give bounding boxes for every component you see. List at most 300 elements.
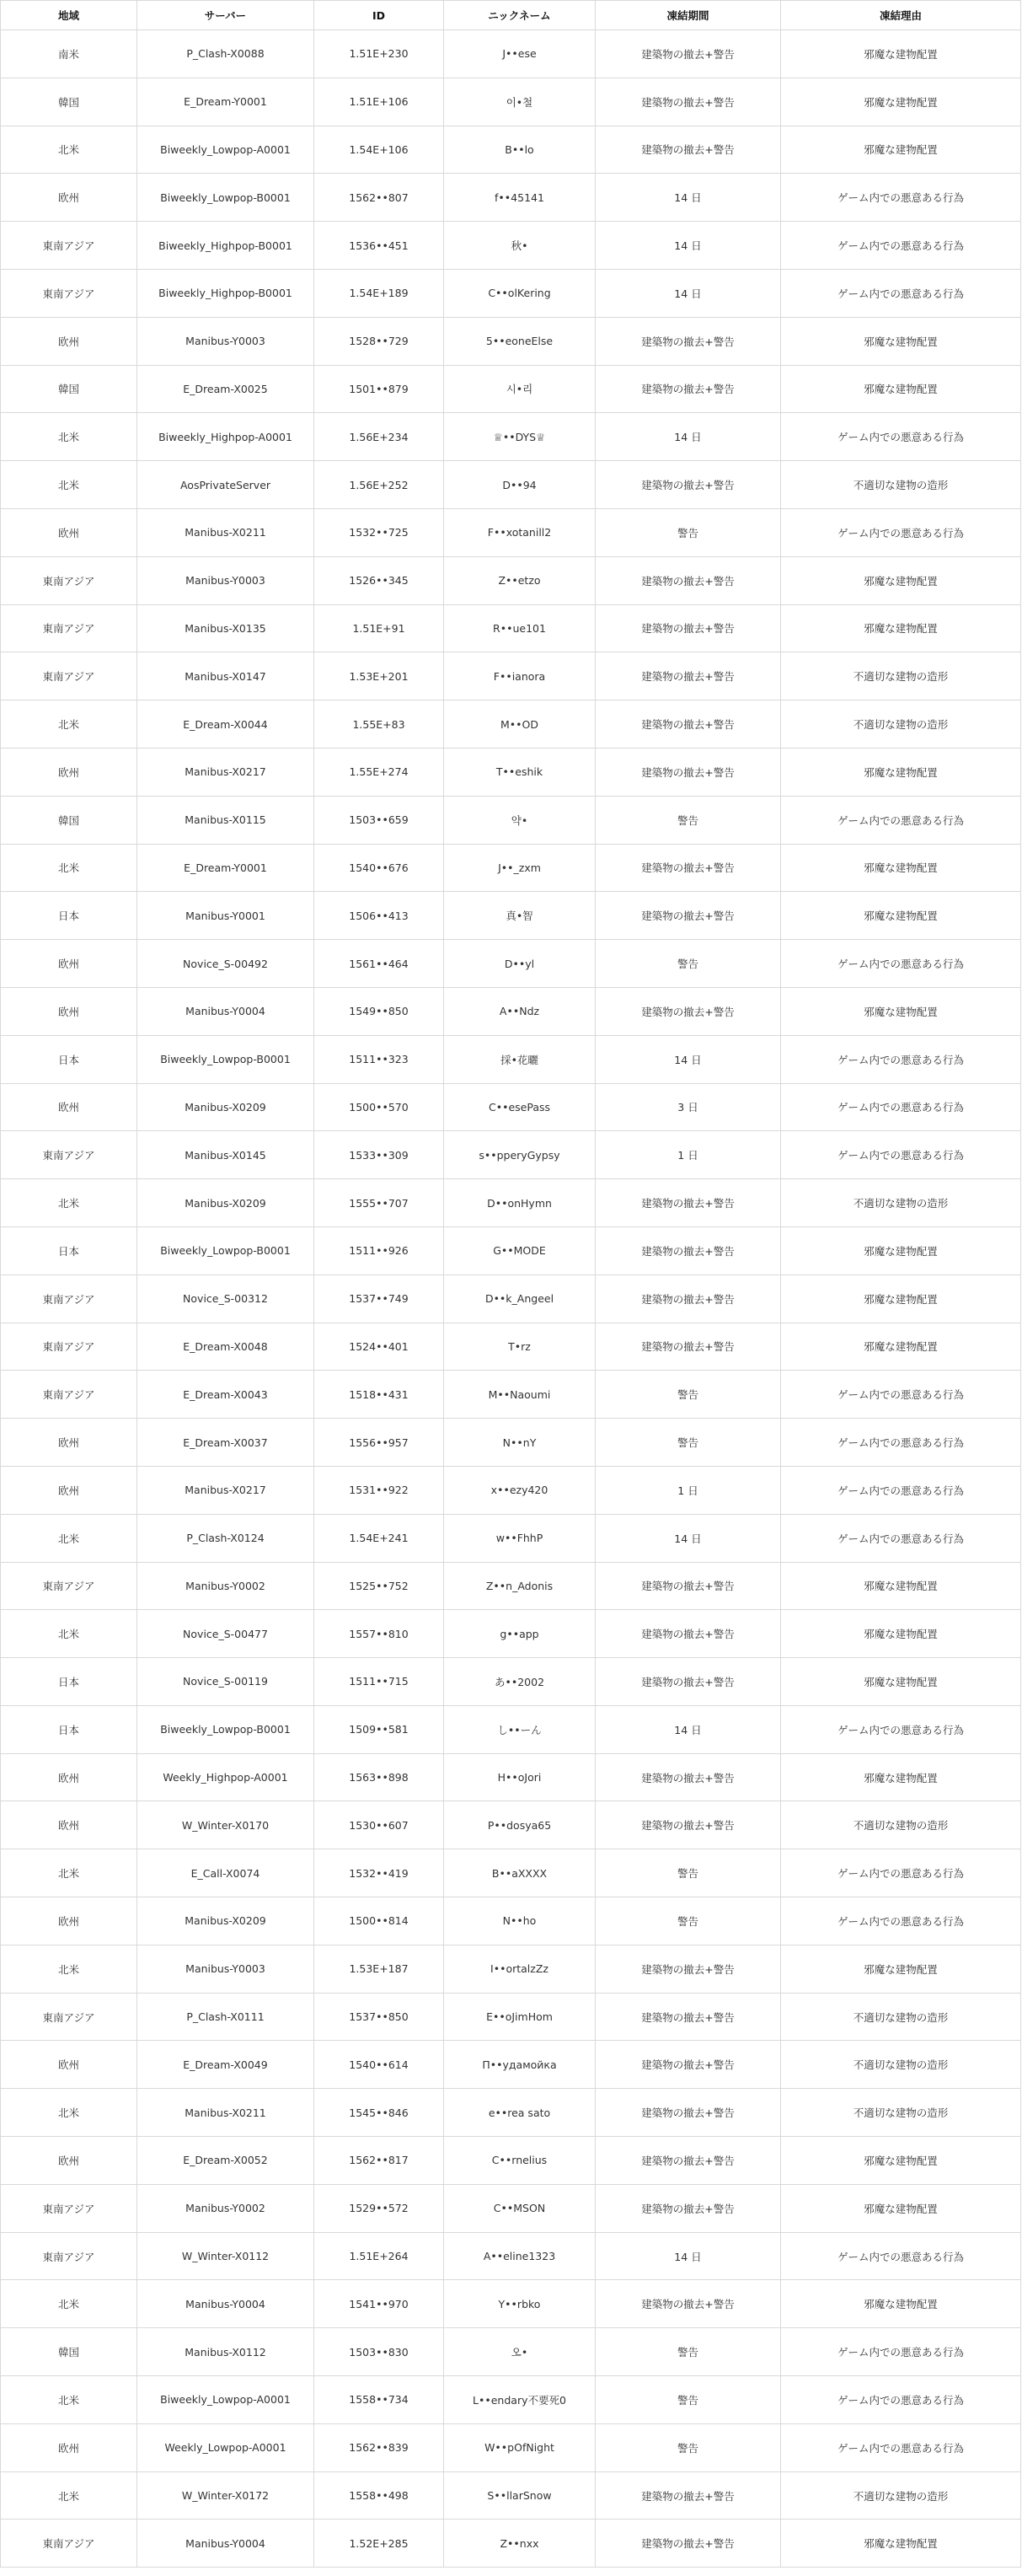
cell-server: Manibus-Y0004 (137, 2280, 314, 2328)
cell-server: P_Clash-X0111 (137, 1993, 314, 2041)
cell-nickname: 이•철 (444, 78, 596, 126)
cell-ban-reason: ゲーム内での悪意ある行為 (781, 2423, 1021, 2471)
cell-server: P_Clash-X0124 (137, 1514, 314, 1562)
column-header-ban-period: 凍結期間 (596, 1, 781, 30)
cell-region: 韓国 (1, 365, 137, 413)
cell-ban-period: 建築物の撤去+警告 (596, 78, 781, 126)
table-row (1, 461, 1021, 509)
cell-id: 1506••413 (314, 892, 444, 940)
cell-id: 1558••498 (314, 2471, 444, 2520)
cell-region: 北米 (1, 461, 137, 509)
cell-ban-reason: 邪魔な建物配置 (781, 2137, 1021, 2185)
cell-ban-period: 14 日 (596, 269, 781, 317)
cell-ban-reason: 邪魔な建物配置 (781, 1753, 1021, 1801)
cell-id: 1540••614 (314, 2041, 444, 2089)
table-row (1, 1226, 1021, 1275)
cell-region: 東南アジア (1, 222, 137, 270)
table-row (1, 2137, 1021, 2185)
cell-server: W_Winter-X0112 (137, 2232, 314, 2280)
cell-id: 1.54E+106 (314, 126, 444, 174)
cell-ban-period: 14 日 (596, 222, 781, 270)
cell-nickname: N••ho (444, 1897, 596, 1945)
cell-nickname: J••ese (444, 30, 596, 78)
cell-ban-reason: 邪魔な建物配置 (781, 2520, 1021, 2568)
cell-id: 1555••707 (314, 1179, 444, 1227)
cell-nickname: 真•智 (444, 892, 596, 940)
cell-ban-period: 建築物の撤去+警告 (596, 2184, 781, 2232)
table-row (1, 317, 1021, 365)
cell-region: 韓国 (1, 796, 137, 844)
cell-ban-reason: 邪魔な建物配置 (781, 892, 1021, 940)
cell-nickname: S••llarSnow (444, 2471, 596, 2520)
cell-id: 1529••572 (314, 2184, 444, 2232)
cell-nickname: 시•리 (444, 365, 596, 413)
cell-ban-reason: 邪魔な建物配置 (781, 1323, 1021, 1371)
cell-id: 1.51E+91 (314, 604, 444, 652)
cell-ban-period: 警告 (596, 1849, 781, 1897)
cell-server: Biweekly_Lowpop-B0001 (137, 1035, 314, 1083)
cell-server: Manibus-X0145 (137, 1131, 314, 1179)
cell-region: 北米 (1, 844, 137, 892)
column-header-server: サーバー (137, 1, 314, 30)
column-header-id: ID (314, 1, 444, 30)
column-header-ban-reason: 凍結理由 (781, 1, 1021, 30)
cell-id: 1541••970 (314, 2280, 444, 2328)
cell-ban-period: 14 日 (596, 174, 781, 222)
cell-ban-reason: ゲーム内での悪意ある行為 (781, 269, 1021, 317)
cell-region: 東南アジア (1, 1323, 137, 1371)
cell-region: 東南アジア (1, 1562, 137, 1610)
cell-id: 1531••922 (314, 1466, 444, 1514)
cell-server: Manibus-X0147 (137, 652, 314, 700)
cell-nickname: Z••nxx (444, 2520, 596, 2568)
cell-ban-reason: 不適切な建物の造形 (781, 652, 1021, 700)
cell-ban-reason: 不適切な建物の造形 (781, 1801, 1021, 1849)
cell-nickname: B••aXXXX (444, 1849, 596, 1897)
table-row (1, 556, 1021, 604)
cell-ban-reason: ゲーム内での悪意ある行為 (781, 413, 1021, 461)
cell-id: 1528••729 (314, 317, 444, 365)
cell-nickname: A••Ndz (444, 987, 596, 1035)
cell-ban-reason: ゲーム内での悪意ある行為 (781, 2232, 1021, 2280)
cell-ban-period: 建築物の撤去+警告 (596, 1753, 781, 1801)
table-row (1, 604, 1021, 652)
cell-region: 欧州 (1, 1419, 137, 1467)
cell-server: Manibus-Y0004 (137, 987, 314, 1035)
table-row (1, 126, 1021, 174)
cell-id: 1557••810 (314, 1610, 444, 1658)
cell-server: E_Dream-Y0001 (137, 78, 314, 126)
cell-server: Manibus-Y0004 (137, 2520, 314, 2568)
cell-ban-reason: 邪魔な建物配置 (781, 2184, 1021, 2232)
cell-ban-reason: ゲーム内での悪意ある行為 (781, 1514, 1021, 1562)
cell-nickname: g••app (444, 1610, 596, 1658)
cell-region: 日本 (1, 1226, 137, 1275)
cell-ban-period: 建築物の撤去+警告 (596, 2041, 781, 2089)
cell-ban-reason: 不適切な建物の造形 (781, 461, 1021, 509)
cell-ban-period: 14 日 (596, 1035, 781, 1083)
cell-nickname: W••pOfNight (444, 2423, 596, 2471)
cell-id: 1532••419 (314, 1849, 444, 1897)
cell-id: 1501••879 (314, 365, 444, 413)
cell-ban-reason: 邪魔な建物配置 (781, 604, 1021, 652)
cell-ban-period: 警告 (596, 796, 781, 844)
cell-nickname: P••dosya65 (444, 1801, 596, 1849)
cell-server: E_Dream-X0043 (137, 1371, 314, 1419)
cell-id: 1562••839 (314, 2423, 444, 2471)
cell-id: 1.56E+234 (314, 413, 444, 461)
cell-ban-period: 1 日 (596, 1131, 781, 1179)
cell-nickname: C••esePass (444, 1083, 596, 1131)
cell-id: 1.51E+264 (314, 2232, 444, 2280)
cell-ban-reason: 邪魔な建物配置 (781, 78, 1021, 126)
cell-ban-reason: 邪魔な建物配置 (781, 987, 1021, 1035)
cell-nickname: ♕••DYS♕ (444, 413, 596, 461)
cell-id: 1558••734 (314, 2376, 444, 2424)
cell-ban-reason: ゲーム内での悪意ある行為 (781, 796, 1021, 844)
cell-id: 1511••926 (314, 1226, 444, 1275)
cell-region: 日本 (1, 1035, 137, 1083)
cell-nickname: C••rnelius (444, 2137, 596, 2185)
table-row (1, 1083, 1021, 1131)
cell-ban-reason: 不適切な建物の造形 (781, 700, 1021, 749)
cell-ban-period: 建築物の撤去+警告 (596, 1993, 781, 2041)
table-row (1, 1945, 1021, 1993)
table-row (1, 1562, 1021, 1610)
cell-nickname: D••onHymn (444, 1179, 596, 1227)
cell-server: Manibus-X0135 (137, 604, 314, 652)
cell-ban-reason: ゲーム内での悪意ある行為 (781, 1371, 1021, 1419)
cell-server: E_Dream-X0048 (137, 1323, 314, 1371)
cell-ban-period: 建築物の撤去+警告 (596, 892, 781, 940)
cell-id: 1533••309 (314, 1131, 444, 1179)
cell-ban-period: 建築物の撤去+警告 (596, 748, 781, 796)
cell-ban-period: 建築物の撤去+警告 (596, 1945, 781, 1993)
cell-ban-period: 14 日 (596, 1514, 781, 1562)
cell-ban-period: 建築物の撤去+警告 (596, 365, 781, 413)
cell-ban-period: 14 日 (596, 1705, 781, 1753)
cell-region: 南米 (1, 30, 137, 78)
cell-server: Manibus-X0112 (137, 2328, 314, 2376)
cell-id: 1500••814 (314, 1897, 444, 1945)
cell-region: 欧州 (1, 987, 137, 1035)
cell-server: Manibus-X0211 (137, 508, 314, 556)
cell-server: Biweekly_Highpop-B0001 (137, 222, 314, 270)
cell-ban-period: 警告 (596, 2376, 781, 2424)
cell-ban-period: 3 日 (596, 1083, 781, 1131)
cell-server: Biweekly_Lowpop-B0001 (137, 1226, 314, 1275)
cell-ban-reason: 邪魔な建物配置 (781, 1945, 1021, 1993)
table-row (1, 365, 1021, 413)
cell-ban-reason: ゲーム内での悪意ある行為 (781, 1083, 1021, 1131)
cell-nickname: G••MODE (444, 1226, 596, 1275)
cell-region: 欧州 (1, 940, 137, 988)
cell-server: E_Dream-Y0001 (137, 844, 314, 892)
table-row (1, 987, 1021, 1035)
cell-server: Manibus-Y0001 (137, 892, 314, 940)
table-row (1, 2423, 1021, 2471)
table-row (1, 796, 1021, 844)
cell-server: E_Dream-X0037 (137, 1419, 314, 1467)
cell-id: 1545••846 (314, 2089, 444, 2137)
cell-nickname: x••ezy420 (444, 1466, 596, 1514)
cell-ban-reason: 不適切な建物の造形 (781, 2471, 1021, 2520)
cell-region: 欧州 (1, 317, 137, 365)
cell-ban-period: 建築物の撤去+警告 (596, 2520, 781, 2568)
cell-id: 1.54E+189 (314, 269, 444, 317)
cell-server: Manibus-Y0002 (137, 2184, 314, 2232)
cell-id: 1536••451 (314, 222, 444, 270)
table-row (1, 222, 1021, 270)
cell-server: Manibus-X0209 (137, 1083, 314, 1131)
table-row (1, 1466, 1021, 1514)
cell-nickname: し••ーん (444, 1705, 596, 1753)
cell-id: 1.51E+230 (314, 30, 444, 78)
cell-ban-period: 建築物の撤去+警告 (596, 1226, 781, 1275)
cell-region: 日本 (1, 1658, 137, 1706)
cell-region: 北米 (1, 1610, 137, 1658)
cell-id: 1556••957 (314, 1419, 444, 1467)
cell-ban-period: 建築物の撤去+警告 (596, 700, 781, 749)
cell-ban-period: 警告 (596, 508, 781, 556)
cell-server: Biweekly_Lowpop-A0001 (137, 126, 314, 174)
cell-id: 1503••830 (314, 2328, 444, 2376)
table-row (1, 269, 1021, 317)
cell-id: 1509••581 (314, 1705, 444, 1753)
cell-ban-reason: 邪魔な建物配置 (781, 30, 1021, 78)
cell-nickname: H••oJori (444, 1753, 596, 1801)
cell-region: 欧州 (1, 1753, 137, 1801)
cell-nickname: e••rea sato (444, 2089, 596, 2137)
cell-id: 1562••817 (314, 2137, 444, 2185)
cell-region: 韓国 (1, 78, 137, 126)
cell-ban-period: 建築物の撤去+警告 (596, 126, 781, 174)
cell-region: 欧州 (1, 1897, 137, 1945)
cell-region: 東南アジア (1, 2520, 137, 2568)
cell-id: 1500••570 (314, 1083, 444, 1131)
cell-server: Novice_S-00312 (137, 1275, 314, 1323)
table-row (1, 1371, 1021, 1419)
cell-region: 日本 (1, 892, 137, 940)
cell-ban-reason: ゲーム内での悪意ある行為 (781, 1419, 1021, 1467)
table-row (1, 508, 1021, 556)
cell-ban-reason: 邪魔な建物配置 (781, 1275, 1021, 1323)
table-row (1, 1131, 1021, 1179)
cell-server: AosPrivateServer (137, 461, 314, 509)
cell-ban-reason: ゲーム内での悪意ある行為 (781, 1705, 1021, 1753)
cell-ban-period: 警告 (596, 2423, 781, 2471)
cell-id: 1.55E+274 (314, 748, 444, 796)
cell-id: 1526••345 (314, 556, 444, 604)
table-row (1, 2089, 1021, 2137)
table-row (1, 1897, 1021, 1945)
cell-id: 1537••749 (314, 1275, 444, 1323)
cell-id: 1540••676 (314, 844, 444, 892)
table-row (1, 748, 1021, 796)
cell-ban-reason: 邪魔な建物配置 (781, 126, 1021, 174)
table-row (1, 652, 1021, 700)
cell-nickname: 秋• (444, 222, 596, 270)
cell-nickname: f••45141 (444, 174, 596, 222)
cell-server: E_Call-X0074 (137, 1849, 314, 1897)
cell-server: Novice_S-00477 (137, 1610, 314, 1658)
cell-nickname: Z••n_Adonis (444, 1562, 596, 1610)
cell-region: 北米 (1, 1514, 137, 1562)
cell-ban-period: 建築物の撤去+警告 (596, 2280, 781, 2328)
table-row (1, 1323, 1021, 1371)
cell-ban-period: 警告 (596, 1897, 781, 1945)
cell-region: 欧州 (1, 1083, 137, 1131)
table-row (1, 174, 1021, 222)
table-row (1, 1035, 1021, 1083)
cell-region: 欧州 (1, 2137, 137, 2185)
cell-server: Manibus-X0115 (137, 796, 314, 844)
cell-server: Biweekly_Highpop-B0001 (137, 269, 314, 317)
table-row (1, 30, 1021, 78)
cell-ban-reason: ゲーム内での悪意ある行為 (781, 508, 1021, 556)
cell-region: 東南アジア (1, 2184, 137, 2232)
cell-server: Weekly_Highpop-A0001 (137, 1753, 314, 1801)
cell-ban-reason: 邪魔な建物配置 (781, 748, 1021, 796)
table-row (1, 1753, 1021, 1801)
table-row (1, 1419, 1021, 1467)
cell-region: 北米 (1, 2471, 137, 2520)
cell-id: 1.53E+201 (314, 652, 444, 700)
cell-region: 北米 (1, 2376, 137, 2424)
table-row (1, 2376, 1021, 2424)
cell-nickname: F••ianora (444, 652, 596, 700)
cell-nickname: I••ortalzZz (444, 1945, 596, 1993)
table-row (1, 1610, 1021, 1658)
cell-region: 北米 (1, 1179, 137, 1227)
cell-ban-period: 警告 (596, 2328, 781, 2376)
cell-region: 北米 (1, 1945, 137, 1993)
cell-ban-reason: 邪魔な建物配置 (781, 365, 1021, 413)
table-row (1, 413, 1021, 461)
cell-id: 1530••607 (314, 1801, 444, 1849)
table-row (1, 1658, 1021, 1706)
cell-nickname: M••Naoumi (444, 1371, 596, 1419)
cell-nickname: 약• (444, 796, 596, 844)
table-row (1, 2280, 1021, 2328)
table-header (1, 1, 1021, 30)
cell-nickname: M••OD (444, 700, 596, 749)
cell-region: 東南アジア (1, 1993, 137, 2041)
table-row (1, 2520, 1021, 2568)
cell-region: 欧州 (1, 748, 137, 796)
cell-id: 1537••850 (314, 1993, 444, 2041)
column-header-region: 地域 (1, 1, 137, 30)
cell-region: 東南アジア (1, 604, 137, 652)
table-row (1, 892, 1021, 940)
cell-id: 1.54E+241 (314, 1514, 444, 1562)
cell-id: 1524••401 (314, 1323, 444, 1371)
cell-ban-reason: 邪魔な建物配置 (781, 2280, 1021, 2328)
cell-ban-period: 建築物の撤去+警告 (596, 2471, 781, 2520)
table-body (1, 30, 1021, 2568)
cell-nickname: A••eline1323 (444, 2232, 596, 2280)
cell-server: Novice_S-00119 (137, 1658, 314, 1706)
cell-nickname: F••xotanill2 (444, 508, 596, 556)
cell-server: W_Winter-X0170 (137, 1801, 314, 1849)
table-row (1, 1705, 1021, 1753)
cell-ban-period: 警告 (596, 940, 781, 988)
cell-region: 欧州 (1, 2423, 137, 2471)
cell-ban-period: 建築物の撤去+警告 (596, 652, 781, 700)
cell-nickname: Y••rbko (444, 2280, 596, 2328)
cell-id: 1525••752 (314, 1562, 444, 1610)
cell-ban-reason: 邪魔な建物配置 (781, 1562, 1021, 1610)
table-row (1, 1275, 1021, 1323)
cell-server: Manibus-X0217 (137, 1466, 314, 1514)
table-row (1, 1849, 1021, 1897)
table-row (1, 700, 1021, 749)
cell-ban-period: 建築物の撤去+警告 (596, 30, 781, 78)
cell-nickname: s••pperyGypsy (444, 1131, 596, 1179)
cell-ban-period: 建築物の撤去+警告 (596, 1658, 781, 1706)
cell-ban-period: 建築物の撤去+警告 (596, 1275, 781, 1323)
cell-ban-reason: ゲーム内での悪意ある行為 (781, 2328, 1021, 2376)
column-header-nickname: ニックネーム (444, 1, 596, 30)
cell-server: Manibus-X0209 (137, 1897, 314, 1945)
cell-nickname: B••lo (444, 126, 596, 174)
cell-nickname: あ••2002 (444, 1658, 596, 1706)
cell-server: Manibus-Y0002 (137, 1562, 314, 1610)
cell-nickname: R••ue101 (444, 604, 596, 652)
cell-ban-period: 建築物の撤去+警告 (596, 844, 781, 892)
cell-ban-reason: ゲーム内での悪意ある行為 (781, 2376, 1021, 2424)
cell-ban-reason: ゲーム内での悪意ある行為 (781, 222, 1021, 270)
cell-nickname: Z••etzo (444, 556, 596, 604)
table-row (1, 940, 1021, 988)
cell-region: 欧州 (1, 1466, 137, 1514)
cell-nickname: N••nY (444, 1419, 596, 1467)
cell-ban-period: 建築物の撤去+警告 (596, 1179, 781, 1227)
cell-ban-period: 建築物の撤去+警告 (596, 2137, 781, 2185)
cell-nickname: T•rz (444, 1323, 596, 1371)
cell-ban-reason: 不適切な建物の造形 (781, 2041, 1021, 2089)
cell-ban-reason: ゲーム内での悪意ある行為 (781, 1849, 1021, 1897)
cell-id: 1563••898 (314, 1753, 444, 1801)
cell-region: 東南アジア (1, 1131, 137, 1179)
cell-id: 1.52E+285 (314, 2520, 444, 2568)
cell-region: 北米 (1, 2280, 137, 2328)
cell-ban-period: 1 日 (596, 1466, 781, 1514)
cell-ban-reason: ゲーム内での悪意ある行為 (781, 1035, 1021, 1083)
cell-server: Weekly_Lowpop-A0001 (137, 2423, 314, 2471)
cell-region: 欧州 (1, 1801, 137, 1849)
cell-server: E_Dream-X0025 (137, 365, 314, 413)
cell-server: Manibus-Y0003 (137, 556, 314, 604)
table-row (1, 2232, 1021, 2280)
cell-region: 東南アジア (1, 2232, 137, 2280)
cell-nickname: w••FhhP (444, 1514, 596, 1562)
cell-id: 1562••807 (314, 174, 444, 222)
cell-nickname: П••удамойка (444, 2041, 596, 2089)
cell-ban-reason: 邪魔な建物配置 (781, 1226, 1021, 1275)
cell-region: 韓国 (1, 2328, 137, 2376)
cell-id: 1511••715 (314, 1658, 444, 1706)
cell-nickname: D••yl (444, 940, 596, 988)
cell-server: W_Winter-X0172 (137, 2471, 314, 2520)
cell-ban-reason: 邪魔な建物配置 (781, 844, 1021, 892)
cell-server: Manibus-Y0003 (137, 317, 314, 365)
cell-ban-period: 建築物の撤去+警告 (596, 1562, 781, 1610)
cell-ban-period: 建築物の撤去+警告 (596, 556, 781, 604)
cell-ban-period: 建築物の撤去+警告 (596, 1801, 781, 1849)
cell-id: 1.53E+187 (314, 1945, 444, 1993)
cell-server: Biweekly_Lowpop-B0001 (137, 1705, 314, 1753)
